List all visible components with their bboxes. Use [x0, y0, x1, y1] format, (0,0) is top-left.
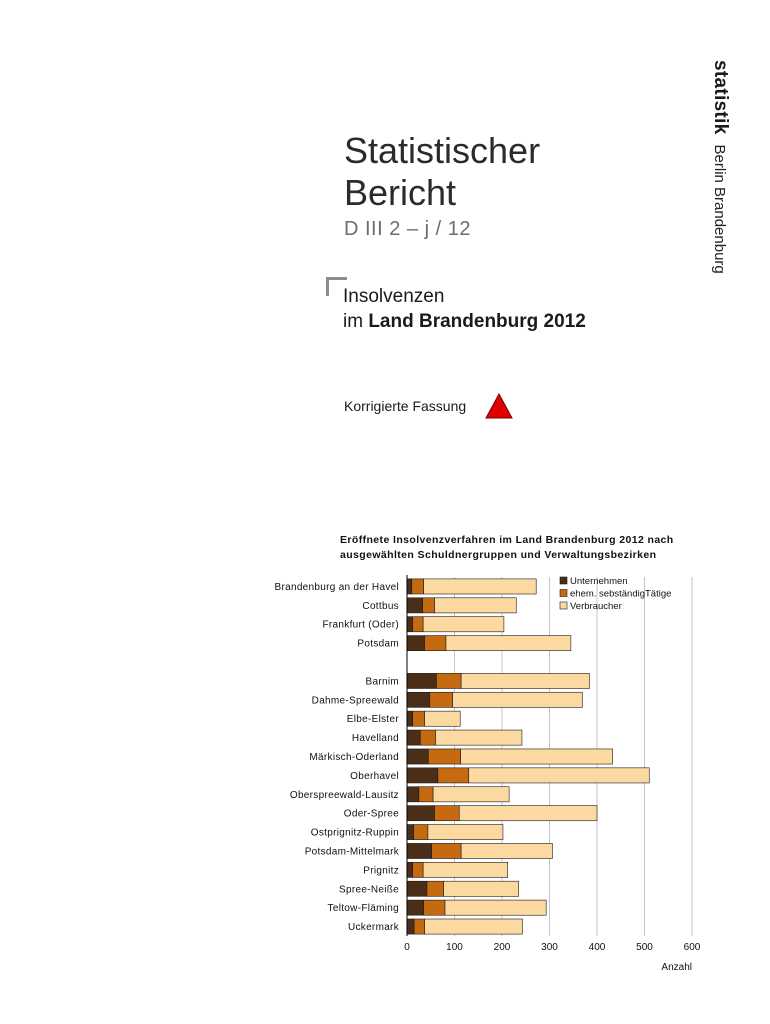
bar-segment [428, 825, 503, 840]
category-label: Teltow-Fläming [327, 903, 399, 915]
bar-segment [425, 919, 523, 934]
subject-line2-bold: Land Brandenburg 2012 [368, 311, 586, 332]
x-axis-label: Anzahl [661, 962, 692, 973]
category-label: Oder-Spree [343, 808, 399, 820]
category-label: Ostprignitz-Ruppin [310, 827, 399, 839]
bar-segment [407, 673, 436, 688]
bar-segment [461, 843, 552, 858]
brand-name: statistik [710, 60, 731, 135]
bar-segment [459, 806, 597, 821]
bar-segment [407, 692, 430, 707]
x-tick-label: 200 [493, 942, 511, 953]
bar-segment [436, 730, 522, 745]
bar-segment [423, 862, 508, 877]
bar-segment [435, 598, 517, 613]
category-label: Potsdam-Mittelmark [304, 846, 399, 858]
legend-label: Verbraucher [570, 601, 622, 612]
bar-segment [413, 862, 423, 877]
category-label: Brandenburg an der Havel [274, 581, 399, 593]
x-tick-label: 600 [683, 942, 701, 953]
bar-segment [445, 900, 546, 915]
bar-segment [433, 787, 509, 802]
category-label: Barnim [365, 676, 399, 688]
bar-segment [407, 900, 424, 915]
bar-segment [413, 711, 425, 726]
bar-segment [407, 598, 423, 613]
bar-segment [407, 749, 428, 764]
bar-segment [432, 843, 461, 858]
bar-segment [420, 730, 435, 745]
bar-segment [414, 919, 424, 934]
bar-segment [407, 579, 412, 594]
bar-segment [461, 673, 589, 688]
bar-segment [438, 768, 469, 783]
category-label: Oberhavel [350, 770, 399, 782]
bar-segment [469, 768, 650, 783]
bar-segment [423, 617, 504, 632]
category-label: Märkisch-Oderland [309, 752, 399, 763]
bar-segment [407, 919, 414, 934]
category-label: Oberspreewald-Lausitz [289, 789, 399, 801]
bar-segment [424, 579, 537, 594]
bar-segment [407, 806, 435, 821]
bar-segment [425, 711, 461, 726]
bar-segment [424, 900, 445, 915]
report-code: D III 2 – j / 12 [344, 218, 471, 240]
report-title-line1: Statistischer [344, 130, 541, 171]
x-tick-label: 500 [636, 942, 653, 953]
bar-segment [425, 636, 446, 651]
bar-segment [414, 825, 428, 840]
bar-segment [423, 598, 435, 613]
bar-segment [407, 617, 413, 632]
chart-title-line1: Eröffnete Insolvenzverfahren im Land Brandenburg 2012 nach [340, 534, 674, 546]
bar-segment [407, 711, 413, 726]
bar-segment [407, 730, 420, 745]
x-tick-label: 0 [404, 942, 410, 953]
bar-segment [413, 617, 423, 632]
bar-segment [435, 806, 460, 821]
bar-segment [430, 692, 453, 707]
category-label: Havelland [351, 733, 399, 745]
bar-segment [444, 881, 519, 896]
x-tick-label: 300 [541, 942, 558, 953]
bar-segment [407, 768, 438, 783]
subject-line1: Insolvenzen [343, 286, 445, 307]
bar-segment [453, 692, 583, 707]
bar-segment [419, 787, 433, 802]
legend-swatch [560, 602, 567, 609]
legend-swatch [560, 590, 567, 597]
legend-label: Unternehmen [570, 576, 628, 587]
report-title-line2: Bericht [344, 172, 457, 213]
bar-segment [407, 843, 432, 858]
chart-title-line2: ausgewählten Schuldnergruppen und Verwaltungsbezirken [340, 549, 657, 561]
bar-segment [446, 636, 571, 651]
bar-segment [407, 787, 419, 802]
category-label: Potsdam [357, 638, 399, 650]
bar-segment [461, 749, 613, 764]
category-label: Uckermark [347, 922, 399, 934]
category-label: Frankfurt (Oder) [322, 619, 399, 631]
brand-region: Berlin Brandenburg [711, 144, 728, 274]
x-tick-label: 100 [446, 942, 463, 953]
category-label: Dahme-Spreewald [311, 695, 399, 707]
x-tick-label: 400 [588, 942, 606, 953]
bar-segment [407, 636, 425, 651]
subject-line2-prefix: im [343, 311, 369, 332]
category-label: Spree-Neiße [339, 884, 399, 896]
bar-segment [427, 881, 444, 896]
bar-segment [407, 862, 413, 877]
legend-swatch [560, 577, 567, 584]
category-label: Cottbus [362, 600, 399, 612]
bar-segment [407, 825, 414, 840]
bar-segment [428, 749, 460, 764]
bar-segment [407, 881, 427, 896]
corrected-version-label: Korrigierte Fassung [344, 398, 467, 414]
bar-segment [436, 673, 461, 688]
legend-label: ehem. sebständigTätige [570, 588, 672, 600]
category-label: Prignitz [363, 865, 399, 877]
category-label: Elbe-Elster [346, 714, 399, 726]
bar-segment [412, 579, 424, 594]
